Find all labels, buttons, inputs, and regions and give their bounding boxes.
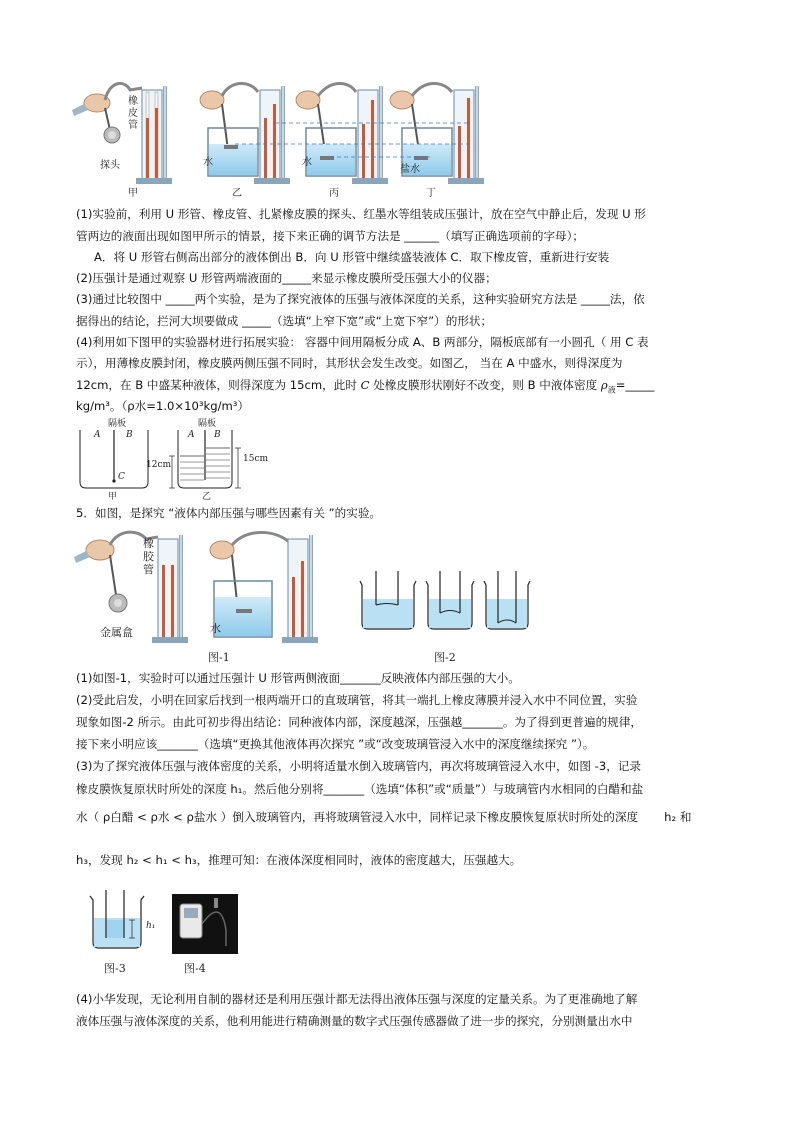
label-a-jia: A <box>94 430 101 440</box>
caption-ding: 丁 <box>426 188 436 199</box>
caption-bing: 丙 <box>329 188 339 199</box>
label-rubber-hose: 橡 胶 管 <box>143 537 154 576</box>
q4-part1-line1: (1)实验前，利用 U 形管、橡皮管、扎紧橡皮膜的探头、红墨水等组装成压强计，放在空气中静止后，发现 U 形 <box>76 207 646 221</box>
caption-fig-1: 图-1 <box>208 651 230 664</box>
q5-part3-line4: h₃，发现 h₂ < h₁ < h₃，推理可知：在液体深度相同时，液体的密度越大，压强越大。 <box>76 853 522 867</box>
label-partition-jia: 隔板 <box>108 419 127 429</box>
liquid-hatch-a <box>180 456 204 480</box>
q5-title: 5．如图，是探究 “液体内部压强与哪些因素有关 ”的实验。 <box>76 506 382 520</box>
q5-part2-line2: 现象如图-2 所示。由此可初步得出结论：同种液体内部，深度越深，压强越_______。为了得到更普遍的规律， <box>76 715 642 729</box>
fig3-beaker <box>90 890 144 948</box>
hand-with-probe-jia <box>72 94 120 143</box>
q5-part4-line1: (4)小华发现，无论利用自制的器材还是利用压强计都无法得出液体压强与深度的定量关系。为了更准确地了解 <box>76 992 638 1006</box>
label-water-q5: 水 <box>210 622 221 635</box>
label-h1: h₁ <box>146 921 156 931</box>
q4-part4-line4: kg/m³。（ρ水=1.0×10³kg/m³） <box>76 399 250 413</box>
q5-part4-line2: 液体压强与液体深度的关系，他利用能进行精确测量的数字式压强传感器做了进一步的探究，分别测量出水中 <box>76 1014 633 1028</box>
figure-3-and-4 <box>0 890 794 970</box>
label-brine: 盐水 <box>400 164 420 175</box>
label-rubber-tube: 橡 皮 管 <box>128 96 138 131</box>
caption-fig-4: 图-4 <box>184 962 206 975</box>
label-water-yi: 水 <box>203 157 213 168</box>
label-metal-box: 金属盒 <box>100 626 133 639</box>
label-b-jia: B <box>126 430 133 440</box>
liquid-hatch-b <box>206 448 230 478</box>
u-tube-gauge-yi <box>254 86 290 184</box>
q4-part4-line2: 示），用薄橡皮膜封闭，橡皮膜两侧压强不同时，其形状会发生改变。如图乙， 当在 A 中盛水，则得深度为 <box>76 356 623 370</box>
q4-part2: (2)压强计是通过观察 U 形管两端液面的_____来显示橡皮膜所受压强大小的仪器； <box>76 271 497 285</box>
beaker-bing <box>306 128 356 176</box>
label-water-bing: 水 <box>302 157 312 168</box>
q4-part3-line2: 据得出的结论，拦河大坝要做成 _____（选填“上窄下宽”或“上宽下窄”）的形状； <box>76 314 493 328</box>
label-15cm: 15cm <box>243 454 269 464</box>
u-tube-gauge-bing <box>352 86 388 184</box>
caption-jia-2: 甲 <box>108 492 118 502</box>
q4-part1-line2: 管两边的液面出现如图甲所示的情景，接下来正确的调节方法是 ______（填写正确选项前的字母）； <box>76 229 585 243</box>
q5-part3-line2: 橡皮膜恢复原状时所处的深度 h₁。然后他分别将_______（选填“体积”或“质量”）与玻璃管内水相同的白醋和盐 <box>76 782 644 796</box>
q4-part4-line3: 12cm，在 B 中盛某种液体，则得深度为 15cm，此时 C 处橡皮膜形状刚好不改变，则 B 中液体密度 $\rho_液=\_\_\_\_\_$ <box>76 378 655 395</box>
label-a-yi: A <box>188 430 195 440</box>
label-c-jia: C <box>118 472 125 482</box>
caption-jia: 甲 <box>128 188 138 199</box>
q5-part3-line1: (3)为了探究液体压强与液体密度的关系，小明将适量水倒入玻璃管内，再次将玻璃管浸入水中，如图 -3，记录 <box>76 759 641 773</box>
u-tube-gauge-ding <box>448 86 484 184</box>
caption-yi-2: 乙 <box>202 492 212 502</box>
caption-yi: 乙 <box>232 188 242 199</box>
caption-fig-2: 图-2 <box>434 651 456 664</box>
label-partition-yi: 隔板 <box>198 419 217 429</box>
label-b-yi: B <box>214 430 221 440</box>
q5-part1: (1)如图-1，实验时可以通过压强计 U 形管两侧液面_______反映液体内部压强的大小。 <box>76 671 520 685</box>
q4-part3-line1: (3)通过比较图中 _____两个实验，是为了探究液体的压强与液体深度的关系，这种实验研究方法是 _____法，依 <box>76 292 645 306</box>
q4-options: A．将 U 形管右侧高出部分的液体倒出 B．向 U 形管中继续盛装液体 C．取下橡皮管，重新进行安装 <box>94 250 610 264</box>
fig4-pressure-sensor <box>172 894 238 954</box>
q5-part2-line1: (2)受此启发，小明在回家后找到一根两端开口的直玻璃管，将其一端扎上橡皮薄膜并浸入水中不同位置，实验 <box>76 693 638 707</box>
q5-part2-line3: 接下来小明应该_______（选填“更换其他液体再次探究 ”或“改变玻璃管浸入水中的深度继续探究 ”）。 <box>76 737 595 751</box>
q4-part4-line1: (4)利用如下图甲的实验器材进行拓展实验： 容器中间用隔板分成 A、B 两部分，隔板底部有一小圆孔（ 用 C 表 <box>76 335 649 349</box>
label-probe: 探头 <box>100 160 120 171</box>
q5-part3-line3: 水（ ρ白醋 < ρ水 < ρ盐水 ）倒入玻璃管内，再将玻璃管浸入水中，同样记录下橡皮膜恢复原状时所处的深度 h₂ 和 <box>76 810 692 824</box>
label-12cm: 12cm <box>146 460 172 470</box>
beaker-tube-3 <box>484 571 530 629</box>
beaker-tube-1 <box>360 571 416 629</box>
beaker-yi <box>208 128 258 176</box>
beaker-tube-2 <box>426 571 474 629</box>
caption-fig-3: 图-3 <box>104 962 126 975</box>
